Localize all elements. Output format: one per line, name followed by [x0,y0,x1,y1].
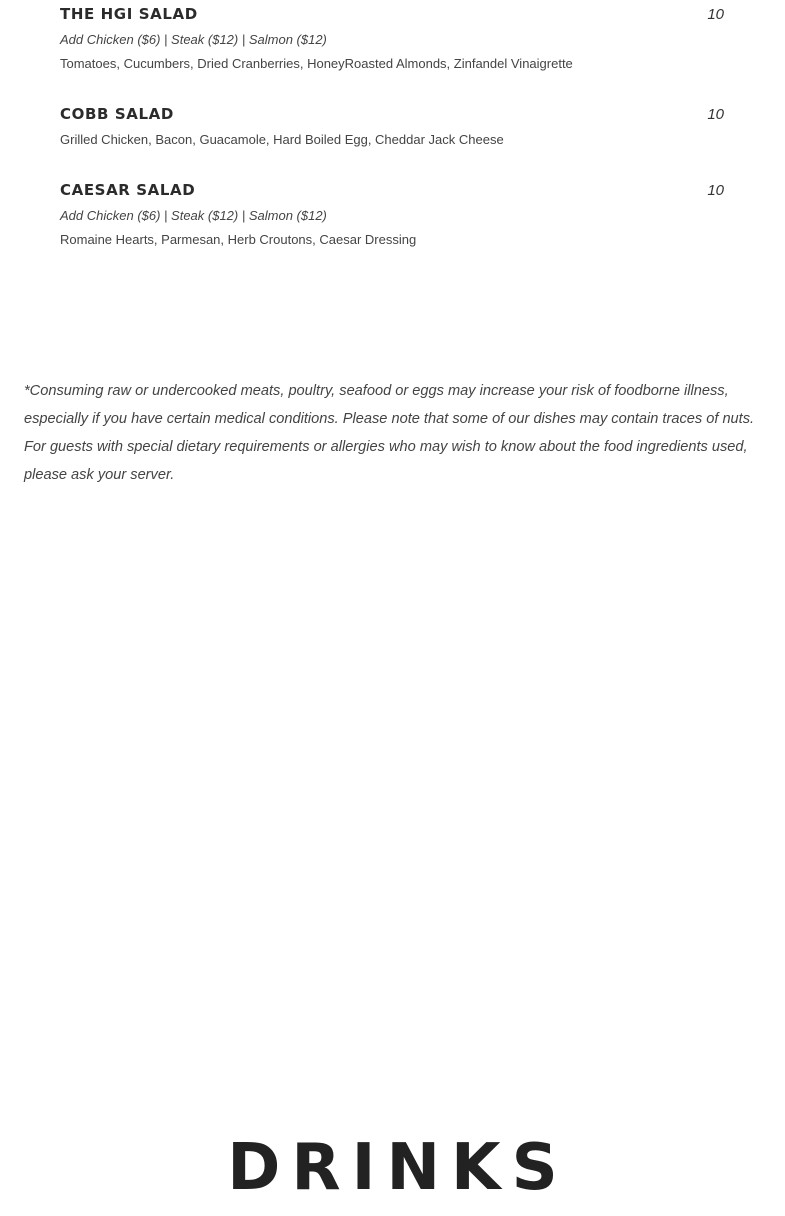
menu-item-name: CAESAR SALAD [60,181,196,199]
food-allergy-disclaimer: *Consuming raw or undercooked meats, poultry, seafood or eggs may increase your risk of foodborne illness, especially if you have certain medical conditions. Please note that some of our dishes may contain traces of nuts. For guests with special dietary requirements or allergies who may wish to know about the food ingredients used, please ask your server. [24,383,755,483]
menu-item-name: COBB SALAD [60,105,174,123]
menu-item-description: Grilled Chicken, Bacon, Guacamole, Hard Boiled Egg, Cheddar Jack Cheese [60,132,504,147]
menu-item-cobb-salad [60,100,726,152]
menu-item-name: THE HGI SALAD [60,5,198,23]
menu-item-price: 10 [707,182,724,199]
menu-item-caesar-salad [60,176,726,252]
menu-item-price: 10 [707,6,724,23]
menu-item-price: 10 [707,106,724,123]
menu-item-header [60,176,726,202]
menu-item-description: Tomatoes, Cucumbers, Dried Cranberries, HoneyRoasted Almonds, Zinfandel Vinaigrette [60,56,573,71]
menu-item-hgi-salad [60,0,726,76]
drinks-section-title: DRINKS [227,1131,569,1205]
menu-item-header [60,100,726,126]
menu-item-addons: Add Chicken ($6) | Steak ($12) | Salmon ($12) [60,208,327,223]
menu-item-header [60,0,726,26]
menu-item-addons: Add Chicken ($6) | Steak ($12) | Salmon ($12) [60,32,327,47]
menu-item-description: Romaine Hearts, Parmesan, Herb Croutons, Caesar Dressing [60,232,417,247]
